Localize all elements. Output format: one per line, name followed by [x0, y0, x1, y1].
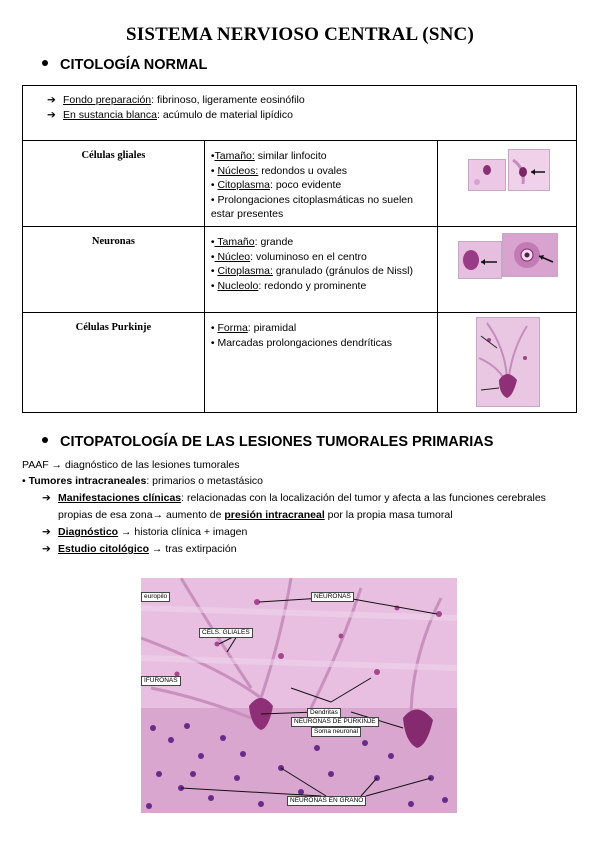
cerebellum-histology-image — [141, 578, 457, 813]
purkinje-cell-image — [476, 317, 540, 407]
table-row — [23, 313, 577, 413]
label-neuropilo: europilo — [141, 592, 170, 602]
bullet-icon — [42, 60, 48, 66]
label-purkinje-left: IFURONAS — [141, 676, 181, 686]
neuron-images — [438, 227, 577, 313]
table-row — [23, 141, 577, 227]
intro-box — [22, 85, 577, 141]
section-heading-citologia: CITOLOGÍA NORMAL — [42, 57, 207, 73]
cytology-table — [22, 140, 577, 413]
label-neuronas: NEURONAS — [311, 592, 354, 602]
cell-name: Neuronas — [23, 227, 205, 313]
label-grano: NEURONAS EN GRANO — [287, 796, 366, 806]
cell-description: • Tamaño: grande • Núcleo: voluminoso en el centro • Citoplasma: granulado (gránulos de Nissl) • Nucleolo: redondo y prominente — [204, 227, 437, 313]
label-dendritas: Dendritas — [307, 708, 341, 718]
glial-images — [438, 141, 577, 227]
diagnostico-line: ➔ Diagnóstico → historia clínica + imagen — [42, 526, 248, 538]
manifestaciones-line: ➔ Manifestaciones clínicas: relacionadas con la localización del tumor y afecta a las funciones cerebrales — [42, 492, 546, 504]
manifestaciones-line-2: propias de esa zona→ aumento de presión intracraneal por la propia masa tumoral — [58, 509, 453, 521]
intro-line-1: ➔ Fondo preparación: fibrinoso, ligeramente eosinófilo — [47, 94, 305, 106]
section-heading-citopatologia: CITOPATOLOGÍA DE LAS LESIONES TUMORALES PRIMARIAS — [42, 434, 493, 450]
bullet-icon — [42, 437, 48, 443]
glial-cell-image — [468, 159, 506, 191]
cell-name: Células Purkinje — [23, 313, 205, 413]
paaf-line: PAAF → diagnóstico de las lesiones tumorales — [22, 459, 240, 471]
estudio-line: ➔ Estudio citológico → tras extirpación — [42, 543, 237, 555]
cell-name: Células gliales — [23, 141, 205, 227]
glial-cell-image-2 — [508, 149, 550, 191]
intro-line-2: ➔ En sustancia blanca: acúmulo de material lipídico — [47, 109, 293, 121]
table-row — [23, 227, 577, 313]
neuron-cell-image — [458, 241, 502, 279]
label-soma: Soma neuronal — [311, 727, 361, 737]
cell-description: •Tamaño: similar linfocito • Núcleos: redondos u ovales • Citoplasma: poco evidente • Prolongaciones citoplasmáticas no suelen estar presentes — [204, 141, 437, 227]
label-purkinje: NEURONAS DE PURKINJE — [291, 717, 379, 727]
tumores-line: • Tumores intracraneales: primarios o metastásico — [22, 475, 264, 487]
cell-description: • Forma: piramidal • Marcadas prolongaciones dendríticas — [204, 313, 437, 413]
purkinje-image-cell — [438, 313, 577, 413]
neuron-cell-image-2 — [502, 233, 558, 277]
label-gliales: CÉLS. GLIALES — [199, 628, 253, 638]
page-title: SISTEMA NERVIOSO CENTRAL (SNC) — [126, 24, 474, 45]
histology-background — [141, 578, 457, 813]
